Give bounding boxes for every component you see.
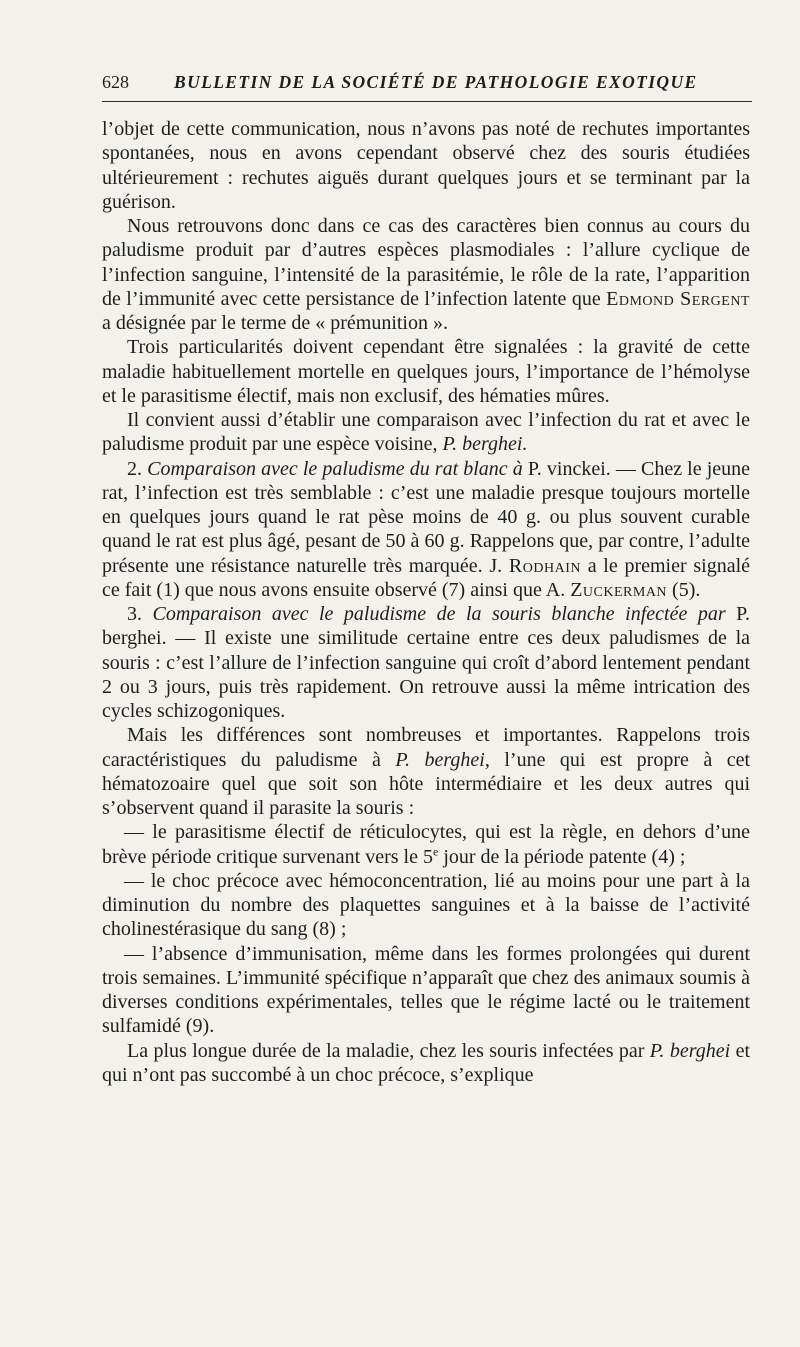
section-title: Comparaison avec le paludisme de la souris blanche infectée par xyxy=(152,603,726,625)
species-name: P. berghei xyxy=(649,1039,731,1062)
list-item: — le choc précoce avec hémoconcentration, lié au moins pour une part à la diminution du nombre des plaquettes sanguines et à la baisse de l’activité cholinestérasique du sang (8) ; xyxy=(102,869,750,941)
page-number: 628 xyxy=(102,72,129,92)
author-name: Rodhain xyxy=(508,554,581,577)
body-text xyxy=(102,117,750,1087)
running-title: BULLETIN DE LA SOCIÉTÉ DE PATHOLOGIE EXOTIQUE xyxy=(174,72,698,92)
species-name: P. vinckei. xyxy=(527,457,611,480)
paragraph-2: Nous retrouvons donc dans ce cas des caractères bien connus au cours du paludisme produit par d’autres espèces plasmodiales : l’allure cyclique de l’infection sanguine, l’intensité de la parasitémie, le rôle de la rate, l’apparition de l’immunité avec cette persistance de l’infection latente que Edmond Sergent a désignée par le terme de « prémunition ». xyxy=(102,215,750,334)
paragraph-8: La plus longue durée de la maladie, chez les souris infectées par P. berghei et qui n’ont pas succombé à un choc précoce, s’explique xyxy=(102,1039,751,1086)
section-2: 2. Comparaison avec le paludisme du rat blanc à P. vinckei. — Chez le jeune rat, l’infection est très semblable : c’est une maladie presque toujours mortelle en quelques jours quand le rat pèse moins de 40 g. ou plus souvent curable quand le rat est plus âgé, pesant de 50 à 60 g. Rappelons que, par contre, l’adulte présente une résistance naturelle très marquée. J. Rodhain a le premier signalé ce fait (1) que nous avons ensuite observé (7) ainsi que A. Zuckerman (5). xyxy=(102,457,751,601)
section-3: 3. Comparaison avec le paludisme de la souris blanche infectée par P. berghei. — Il existe une similitude certaine entre ces deux paludismes de la souris : c’est l’allure de l’infection sanguine qui croît d’abord lentement pendant 2 ou 3 jours, puis très rapidement. On retrouve aussi la même intrication des cycles schizogoniques. xyxy=(102,603,751,722)
paragraph-7: Mais les différences sont nombreuses et importantes. Rappelons trois caractéristiques du paludisme à P. berghei, l’une qui est propre à cet hématozoaire quel que soit son hôte intermédiaire et les deux autres qui s’observent quand il parasite la souris : xyxy=(102,724,751,819)
paragraph-1: l’objet de cette communication, nous n’avons pas noté de rechutes importantes spontanées, nous en avons cependant observé chez des souris étudiées ultérieurement : rechutes aiguës durant quelques jours et se terminant par la guérison. xyxy=(102,118,750,213)
species-name: P. berghei. xyxy=(442,433,528,456)
list-item: — le parasitisme électif de réticulocytes, qui est la règle, en dehors d’une brève période critique survenant vers le 5e jour de la période patente (4) ; xyxy=(102,821,750,868)
author-name: Edmond Sergent xyxy=(606,287,750,310)
section-title: Comparaison avec le paludisme du rat blanc à xyxy=(147,457,523,480)
species-name: P. berghei, xyxy=(395,748,490,771)
author-name: Zuckerman xyxy=(570,578,668,601)
list-item: — l’absence d’immunisation, même dans les formes prolongées qui durent trois semaines. L’immunité spécifique n’apparaît que chez des animaux soumis à diverses conditions expérimentales, telles que le régime lacté ou le traitement sulfamidé (9). xyxy=(102,942,750,1038)
header-rule xyxy=(102,101,752,102)
page-header xyxy=(102,72,752,98)
paragraph-3: Trois particularités doivent cependant être signalées : la gravité de cette maladie habituellement mortelle en quelques jours, l’importance de l’hémolyse et le parasitisme électif, mais non exclusif, des hématies mûres. xyxy=(102,336,750,407)
paragraph-4: Il convient aussi d’établir une comparaison avec l’infection du rat et avec le paludisme produit par une espèce voisine, P. berghei. xyxy=(102,409,750,456)
species-name: P. berghei. xyxy=(102,603,750,650)
